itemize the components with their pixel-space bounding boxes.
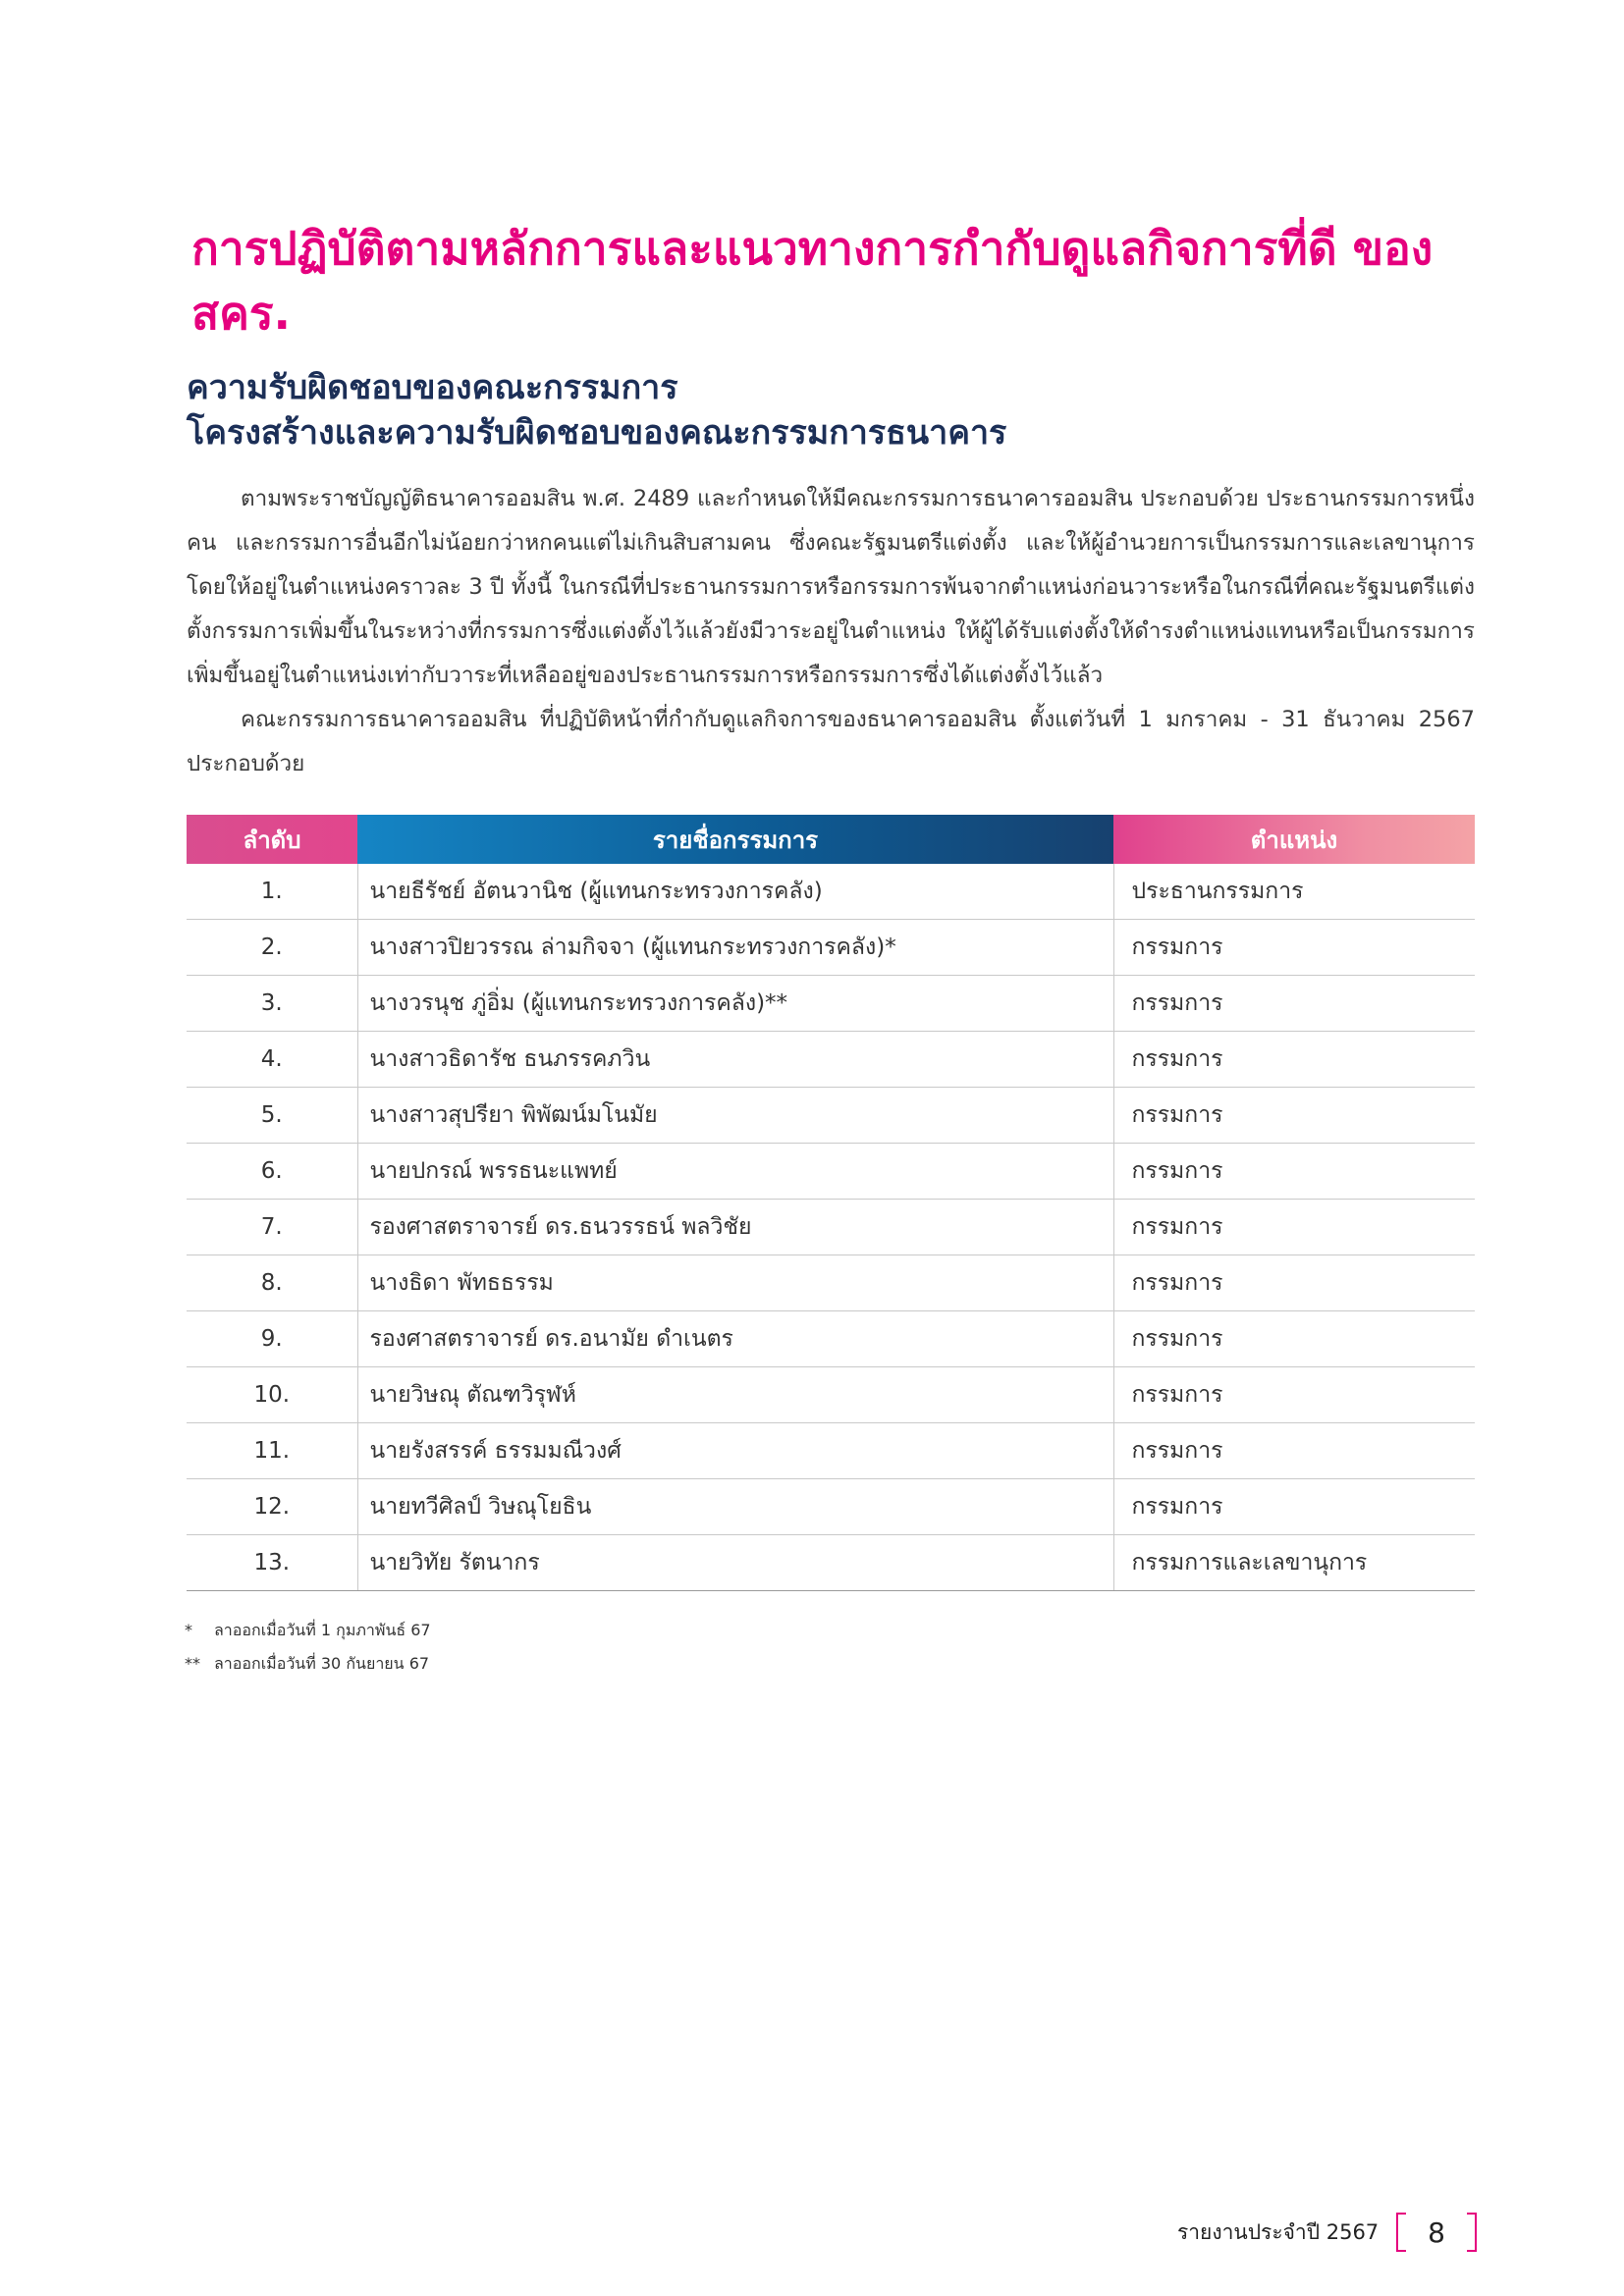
- row-number: 7.: [187, 1200, 357, 1255]
- director-position: ประธานกรรมการ: [1113, 864, 1475, 920]
- board-table: [187, 815, 1475, 1591]
- paragraph-legal-basis: ตามพระราชบัญญัติธนาคารออมสิน พ.ศ. 2489 และกำหนดให้มีคณะกรรมการธนาคารออมสิน ประกอบด้วย ประธานกรรมการหนึ่งคน และกรรมการอื่นอีกไม่น้อยกว่าหกคนแต่ไม่เกินสิบสามคน ซึ่งคณะรัฐมนตรีแต่งตั้ง และให้ผู้อำนวยการเป็นกรรมการและเลขานุการ โดยให้อยู่ในตำแหน่งคราวละ 3 ปี ทั้งนี้ ในกรณีที่ประธานกรรมการหรือกรรมการพ้นจากตำแหน่งก่อนวาระหรือในกรณีที่คณะรัฐมนตรีแต่งตั้งกรรมการเพิ่มขึ้นในระหว่างที่กรรมการซึ่งแต่งตั้งไว้แล้วยังมีวาระอยู่ในตำแหน่ง ให้ผู้ได้รับแต่งตั้งให้ดำรงตำแหน่งแทนหรือเป็นกรรมการเพิ่มขึ้นอยู่ในตำแหน่งเท่ากับวาระที่เหลืออยู่ของประธานกรรมการหรือกรรมการซึ่งได้แต่งตั้งไว้แล้ว: [187, 486, 1475, 688]
- table-row: [187, 920, 1475, 976]
- director-position: กรรมการ: [1113, 1032, 1475, 1088]
- director-position: กรรมการ: [1113, 976, 1475, 1032]
- footnotes: [185, 1614, 431, 1681]
- director-name: นายทวีศิลป์ วิษณุโยธิน: [357, 1479, 1113, 1535]
- director-name: นายวิทัย รัตนากร: [357, 1535, 1113, 1591]
- director-name: รองศาสตราจารย์ ดร.ธนวรรธน์ พลวิชัย: [357, 1200, 1113, 1255]
- footnote-mark: *: [185, 1621, 192, 1639]
- row-number: 3.: [187, 976, 357, 1032]
- footnote-text: ลาออกเมื่อวันที่ 1 กุมภาพันธ์ 67: [214, 1621, 431, 1639]
- row-number: 6.: [187, 1144, 357, 1200]
- table-row: [187, 1255, 1475, 1311]
- row-number: 4.: [187, 1032, 357, 1088]
- director-position: กรรมการ: [1113, 1367, 1475, 1423]
- director-name: นายปกรณ์ พรรธนะแพทย์: [357, 1144, 1113, 1200]
- header-position: ตำแหน่ง: [1113, 815, 1475, 864]
- footnote-text: ลาออกเมื่อวันที่ 30 กันยายน 67: [214, 1654, 430, 1673]
- paragraph-board-composition: คณะกรรมการธนาคารออมสิน ที่ปฏิบัติหน้าที่กำกับดูแลกิจการของธนาคารออมสิน ตั้งแต่วันที่ 1 มกราคม - 31 ธันวาคม 2567 ประกอบด้วย: [187, 707, 1475, 776]
- footnote: [185, 1647, 431, 1681]
- director-position: กรรมการ: [1113, 1423, 1475, 1479]
- director-name: นายวิษณุ ตัณฑวิรุฬห์: [357, 1367, 1113, 1423]
- director-name: นายรังสรรค์ ธรรมมณีวงศ์: [357, 1423, 1113, 1479]
- right-bracket-icon: [1467, 2213, 1477, 2252]
- director-name: นางสาวธิดารัช ธนภรรคภวิน: [357, 1032, 1113, 1088]
- row-number: 11.: [187, 1423, 357, 1479]
- row-number: 10.: [187, 1367, 357, 1423]
- left-bracket-icon: [1396, 2213, 1406, 2252]
- table-header-row: [187, 815, 1475, 864]
- page-number: 8: [1428, 2216, 1445, 2249]
- director-position: กรรมการ: [1113, 1311, 1475, 1367]
- director-name: นางธิดา พัทธธรรม: [357, 1255, 1113, 1311]
- row-number: 9.: [187, 1311, 357, 1367]
- table-row: [187, 1144, 1475, 1200]
- director-position: กรรมการ: [1113, 920, 1475, 976]
- row-number: 12.: [187, 1479, 357, 1535]
- director-position: กรรมการ: [1113, 1479, 1475, 1535]
- director-name: นางสาวปิยวรรณ ล่ามกิจจา (ผู้แทนกระทรวงการคลัง)*: [357, 920, 1113, 976]
- director-name: นางสาวสุปรียา พิพัฒน์มโนมัย: [357, 1088, 1113, 1144]
- table-row: [187, 1479, 1475, 1535]
- header-order: ลำดับ: [187, 815, 357, 864]
- section-heading-line2: โครงสร้างและความรับผิดชอบของคณะกรรมการธนาคาร: [187, 413, 1007, 453]
- director-position: กรรมการ: [1113, 1255, 1475, 1311]
- director-position: กรรมการ: [1113, 1144, 1475, 1200]
- report-label: รายงานประจำปี 2567: [1176, 2219, 1380, 2244]
- table-row: [187, 1367, 1475, 1423]
- footnote-mark: **: [185, 1654, 200, 1673]
- header-director-name: รายชื่อกรรมการ: [357, 815, 1113, 864]
- row-number: 13.: [187, 1535, 357, 1591]
- director-position: กรรมการ: [1113, 1088, 1475, 1144]
- table-row: [187, 1423, 1475, 1479]
- table-row: [187, 1088, 1475, 1144]
- row-number: 1.: [187, 864, 357, 920]
- footnote: [185, 1614, 431, 1647]
- director-name: นายธีรัชย์ อัตนวานิช (ผู้แทนกระทรวงการคลัง): [357, 864, 1113, 920]
- page-footer: [1177, 2213, 1477, 2252]
- director-position: กรรมการ: [1113, 1200, 1475, 1255]
- table-row: [187, 1200, 1475, 1255]
- row-number: 8.: [187, 1255, 357, 1311]
- body-text: [187, 477, 1475, 786]
- row-number: 5.: [187, 1088, 357, 1144]
- row-number: 2.: [187, 920, 357, 976]
- director-name: นางวรนุช ภู่อิ่ม (ผู้แทนกระทรวงการคลัง)**: [357, 976, 1113, 1032]
- section-heading-line1: ความรับผิดชอบของคณะกรรมการ: [187, 368, 678, 407]
- table-row: [187, 864, 1475, 920]
- section-heading: [187, 365, 1463, 455]
- table-row: [187, 1311, 1475, 1367]
- table-row: [187, 1535, 1475, 1591]
- table-row: [187, 976, 1475, 1032]
- table-row: [187, 1032, 1475, 1088]
- page-title: การปฏิบัติตามหลักการและแนวทางการกำกับดูแลกิจการที่ดี ของ สคร.: [191, 222, 1434, 340]
- director-name: รองศาสตราจารย์ ดร.อนามัย ดำเนตร: [357, 1311, 1113, 1367]
- director-position: กรรมการและเลขานุการ: [1113, 1535, 1475, 1591]
